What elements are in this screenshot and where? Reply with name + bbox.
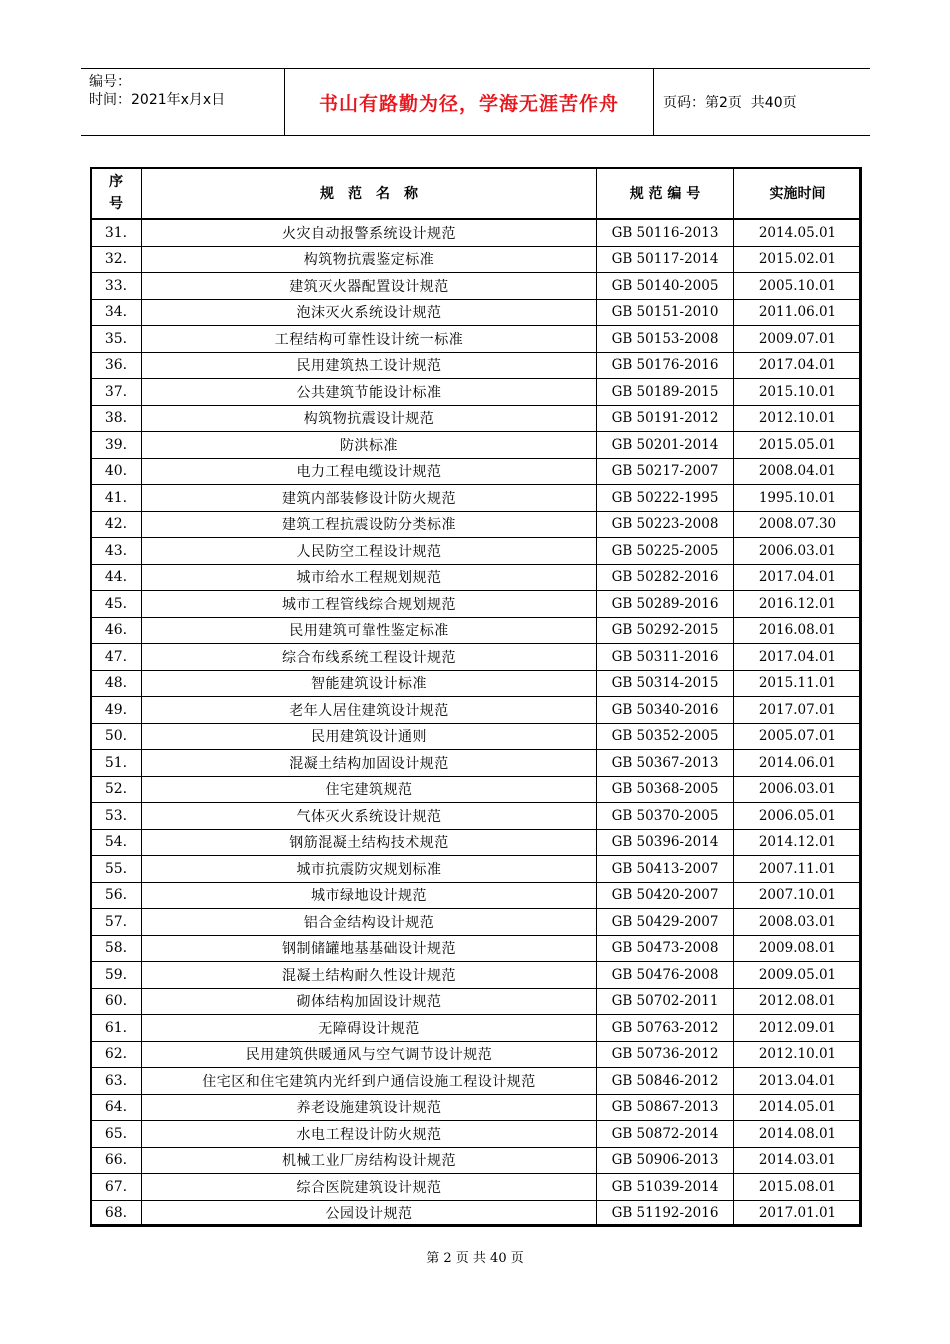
standard-name: 城市绿地设计规范: [142, 882, 597, 909]
effective-date: 2006.03.01: [734, 538, 862, 565]
table-row: [91, 776, 862, 803]
standard-name: 智能建筑设计标准: [142, 670, 597, 697]
standard-code: GB 50176-2016: [597, 352, 734, 379]
standard-code: GB 50367-2013: [597, 750, 734, 777]
standard-name: 构筑物抗震设计规范: [142, 405, 597, 432]
col-header-seq-top: 序: [109, 174, 123, 190]
table-row: [91, 564, 862, 591]
standard-name: 民用建筑可靠性鉴定标准: [142, 617, 597, 644]
standard-code: GB 50429-2007: [597, 909, 734, 936]
effective-date: 2017.07.01: [734, 697, 862, 724]
standard-code: GB 50736-2012: [597, 1041, 734, 1068]
col-header-name: 规 范 名 称: [142, 168, 597, 220]
effective-date: 2006.03.01: [734, 776, 862, 803]
table-row: [91, 988, 862, 1015]
table-row: [91, 935, 862, 962]
row-number: 44.: [91, 564, 142, 591]
effective-date: 2012.10.01: [734, 405, 862, 432]
table-row: [91, 246, 862, 273]
table-row: [91, 882, 862, 909]
header-meta: [89, 73, 284, 109]
standard-name: 建筑工程抗震设防分类标准: [142, 511, 597, 538]
table-row: [91, 856, 862, 883]
standard-name: 住宅区和住宅建筑内光纤到户通信设施工程设计规范: [142, 1068, 597, 1095]
row-number: 48.: [91, 670, 142, 697]
effective-date: 2012.10.01: [734, 1041, 862, 1068]
row-number: 51.: [91, 750, 142, 777]
effective-date: 2005.10.01: [734, 273, 862, 300]
table-row: [91, 458, 862, 485]
standard-name: 建筑内部装修设计防火规范: [142, 485, 597, 512]
table-row: [91, 432, 862, 459]
page-header: [81, 68, 870, 136]
row-number: 41.: [91, 485, 142, 512]
row-number: 34.: [91, 299, 142, 326]
table-body: [91, 219, 862, 1227]
row-number: 65.: [91, 1121, 142, 1148]
effective-date: 2015.05.01: [734, 432, 862, 459]
table-row: [91, 299, 862, 326]
effective-date: 2017.04.01: [734, 564, 862, 591]
header-divider: [653, 69, 654, 135]
table-row: [91, 829, 862, 856]
effective-date: 2008.07.30: [734, 511, 862, 538]
standard-name: 人民防空工程设计规范: [142, 538, 597, 565]
effective-date: 2011.06.01: [734, 299, 862, 326]
standard-code: GB 50117-2014: [597, 246, 734, 273]
row-number: 66.: [91, 1147, 142, 1174]
row-number: 33.: [91, 273, 142, 300]
standard-code: GB 50225-2005: [597, 538, 734, 565]
effective-date: 2008.03.01: [734, 909, 862, 936]
standard-code: GB 51192-2016: [597, 1200, 734, 1227]
standard-name: 火灾自动报警系统设计规范: [142, 219, 597, 246]
standard-name: 建筑灭火器配置设计规范: [142, 273, 597, 300]
table-row: [91, 405, 862, 432]
standard-name: 防洪标准: [142, 432, 597, 459]
row-number: 56.: [91, 882, 142, 909]
effective-date: 2014.06.01: [734, 750, 862, 777]
standard-code: GB 50140-2005: [597, 273, 734, 300]
effective-date: 2017.04.01: [734, 644, 862, 671]
row-number: 43.: [91, 538, 142, 565]
row-number: 45.: [91, 591, 142, 618]
standard-code: GB 50413-2007: [597, 856, 734, 883]
standard-code: GB 50352-2005: [597, 723, 734, 750]
standard-code: GB 50151-2010: [597, 299, 734, 326]
effective-date: 2012.08.01: [734, 988, 862, 1015]
row-number: 57.: [91, 909, 142, 936]
effective-date: 2009.08.01: [734, 935, 862, 962]
standard-name: 机械工业厂房结构设计规范: [142, 1147, 597, 1174]
standard-code: GB 50289-2016: [597, 591, 734, 618]
standard-name: 工程结构可靠性设计统一标准: [142, 326, 597, 353]
table-row: [91, 1015, 862, 1042]
standard-name: 钢筋混凝土结构技术规范: [142, 829, 597, 856]
table-row: [91, 803, 862, 830]
table-row: [91, 644, 862, 671]
effective-date: 2009.07.01: [734, 326, 862, 353]
standard-code: GB 50702-2011: [597, 988, 734, 1015]
table-row: [91, 326, 862, 353]
row-number: 49.: [91, 697, 142, 724]
standard-name: 混凝土结构加固设计规范: [142, 750, 597, 777]
table-row: [91, 909, 862, 936]
standard-name: 综合医院建筑设计规范: [142, 1174, 597, 1201]
row-number: 40.: [91, 458, 142, 485]
table-row: [91, 1147, 862, 1174]
row-number: 61.: [91, 1015, 142, 1042]
standard-code: GB 50201-2014: [597, 432, 734, 459]
table-header-row: [91, 168, 862, 220]
standard-name: 铝合金结构设计规范: [142, 909, 597, 936]
col-header-date: 实施时间: [734, 168, 862, 220]
standard-name: 城市工程管线综合规划规范: [142, 591, 597, 618]
row-number: 32.: [91, 246, 142, 273]
standard-name: 构筑物抗震鉴定标准: [142, 246, 597, 273]
row-number: 52.: [91, 776, 142, 803]
standard-name: 公共建筑节能设计标准: [142, 379, 597, 406]
effective-date: 2016.12.01: [734, 591, 862, 618]
standard-code: GB 50153-2008: [597, 326, 734, 353]
standard-name: 砌体结构加固设计规范: [142, 988, 597, 1015]
standard-code: GB 50867-2013: [597, 1094, 734, 1121]
table-row: [91, 1121, 862, 1148]
standard-name: 城市给水工程规划规范: [142, 564, 597, 591]
standard-name: 养老设施建筑设计规范: [142, 1094, 597, 1121]
table-row: [91, 1174, 862, 1201]
standard-code: GB 50340-2016: [597, 697, 734, 724]
doc-time-label: 时间：2021年x月x日: [89, 92, 226, 108]
row-number: 67.: [91, 1174, 142, 1201]
col-header-seq: [91, 168, 142, 220]
table-row: [91, 511, 862, 538]
table-row: [91, 670, 862, 697]
standard-code: GB 50396-2014: [597, 829, 734, 856]
effective-date: 2008.04.01: [734, 458, 862, 485]
standard-code: GB 50222-1995: [597, 485, 734, 512]
row-number: 59.: [91, 962, 142, 989]
table-row: [91, 219, 862, 246]
standard-name: 水电工程设计防火规范: [142, 1121, 597, 1148]
standard-name: 气体灭火系统设计规范: [142, 803, 597, 830]
standard-code: GB 50370-2005: [597, 803, 734, 830]
effective-date: 2007.10.01: [734, 882, 862, 909]
effective-date: 2007.11.01: [734, 856, 862, 883]
effective-date: 2015.02.01: [734, 246, 862, 273]
col-header-code: 规 范 编 号: [597, 168, 734, 220]
table-row: [91, 379, 862, 406]
effective-date: 2016.08.01: [734, 617, 862, 644]
standard-code: GB 50292-2015: [597, 617, 734, 644]
standard-name: 住宅建筑规范: [142, 776, 597, 803]
effective-date: 2017.01.01: [734, 1200, 862, 1227]
standard-code: GB 50189-2015: [597, 379, 734, 406]
standard-code: GB 50191-2012: [597, 405, 734, 432]
table-row: [91, 485, 862, 512]
effective-date: 2017.04.01: [734, 352, 862, 379]
table-row: [91, 1068, 862, 1095]
standard-code: GB 50476-2008: [597, 962, 734, 989]
standard-name: 民用建筑供暖通风与空气调节设计规范: [142, 1041, 597, 1068]
standard-code: GB 50311-2016: [597, 644, 734, 671]
standard-name: 公园设计规范: [142, 1200, 597, 1227]
standard-code: GB 50420-2007: [597, 882, 734, 909]
row-number: 53.: [91, 803, 142, 830]
effective-date: 2014.08.01: [734, 1121, 862, 1148]
standard-code: GB 50872-2014: [597, 1121, 734, 1148]
table-row: [91, 723, 862, 750]
row-number: 39.: [91, 432, 142, 459]
effective-date: 2014.05.01: [734, 1094, 862, 1121]
table-row: [91, 1041, 862, 1068]
table-row: [91, 617, 862, 644]
standard-code: GB 50473-2008: [597, 935, 734, 962]
standard-name: 电力工程电缆设计规范: [142, 458, 597, 485]
header-page-info: 页码：第2页 共40页: [663, 95, 797, 111]
row-number: 62.: [91, 1041, 142, 1068]
row-number: 50.: [91, 723, 142, 750]
header-motto: 书山有路勤为径，学海无涯苦作舟: [318, 92, 619, 115]
standard-code: GB 50846-2012: [597, 1068, 734, 1095]
effective-date: 2012.09.01: [734, 1015, 862, 1042]
effective-date: 1995.10.01: [734, 485, 862, 512]
standard-code: GB 50368-2005: [597, 776, 734, 803]
standard-code: GB 50116-2013: [597, 219, 734, 246]
row-number: 54.: [91, 829, 142, 856]
effective-date: 2006.05.01: [734, 803, 862, 830]
standard-code: GB 50223-2008: [597, 511, 734, 538]
standard-name: 混凝土结构耐久性设计规范: [142, 962, 597, 989]
effective-date: 2014.05.01: [734, 219, 862, 246]
effective-date: 2009.05.01: [734, 962, 862, 989]
standard-name: 老年人居住建筑设计规范: [142, 697, 597, 724]
standard-code: GB 50217-2007: [597, 458, 734, 485]
doc-number-label: 编号：: [89, 74, 131, 90]
row-number: 55.: [91, 856, 142, 883]
row-number: 42.: [91, 511, 142, 538]
table-row: [91, 1200, 862, 1227]
table-row: [91, 1094, 862, 1121]
standard-name: 无障碍设计规范: [142, 1015, 597, 1042]
effective-date: 2014.12.01: [734, 829, 862, 856]
table-row: [91, 962, 862, 989]
row-number: 60.: [91, 988, 142, 1015]
effective-date: 2015.10.01: [734, 379, 862, 406]
standard-code: GB 50763-2012: [597, 1015, 734, 1042]
standard-name: 钢制储罐地基基础设计规范: [142, 935, 597, 962]
standard-name: 城市抗震防灾规划标准: [142, 856, 597, 883]
row-number: 64.: [91, 1094, 142, 1121]
row-number: 63.: [91, 1068, 142, 1095]
standard-code: GB 51039-2014: [597, 1174, 734, 1201]
table-row: [91, 352, 862, 379]
standard-code: GB 50906-2013: [597, 1147, 734, 1174]
standard-code: GB 50282-2016: [597, 564, 734, 591]
table-row: [91, 591, 862, 618]
row-number: 37.: [91, 379, 142, 406]
row-number: 68.: [91, 1200, 142, 1227]
row-number: 47.: [91, 644, 142, 671]
row-number: 35.: [91, 326, 142, 353]
effective-date: 2014.03.01: [734, 1147, 862, 1174]
standard-code: GB 50314-2015: [597, 670, 734, 697]
standard-name: 综合布线系统工程设计规范: [142, 644, 597, 671]
effective-date: 2013.04.01: [734, 1068, 862, 1095]
effective-date: 2015.08.01: [734, 1174, 862, 1201]
table-row: [91, 697, 862, 724]
table-row: [91, 538, 862, 565]
row-number: 36.: [91, 352, 142, 379]
effective-date: 2005.07.01: [734, 723, 862, 750]
row-number: 46.: [91, 617, 142, 644]
standard-name: 民用建筑设计通则: [142, 723, 597, 750]
col-header-seq-bottom: 号: [109, 196, 123, 212]
standards-table: [90, 167, 862, 1227]
page-footer: 第 2 页 共 40 页: [426, 1251, 524, 1266]
row-number: 38.: [91, 405, 142, 432]
effective-date: 2015.11.01: [734, 670, 862, 697]
table-row: [91, 750, 862, 777]
standard-name: 民用建筑热工设计规范: [142, 352, 597, 379]
standard-name: 泡沫灭火系统设计规范: [142, 299, 597, 326]
table-row: [91, 273, 862, 300]
row-number: 31.: [91, 219, 142, 246]
row-number: 58.: [91, 935, 142, 962]
